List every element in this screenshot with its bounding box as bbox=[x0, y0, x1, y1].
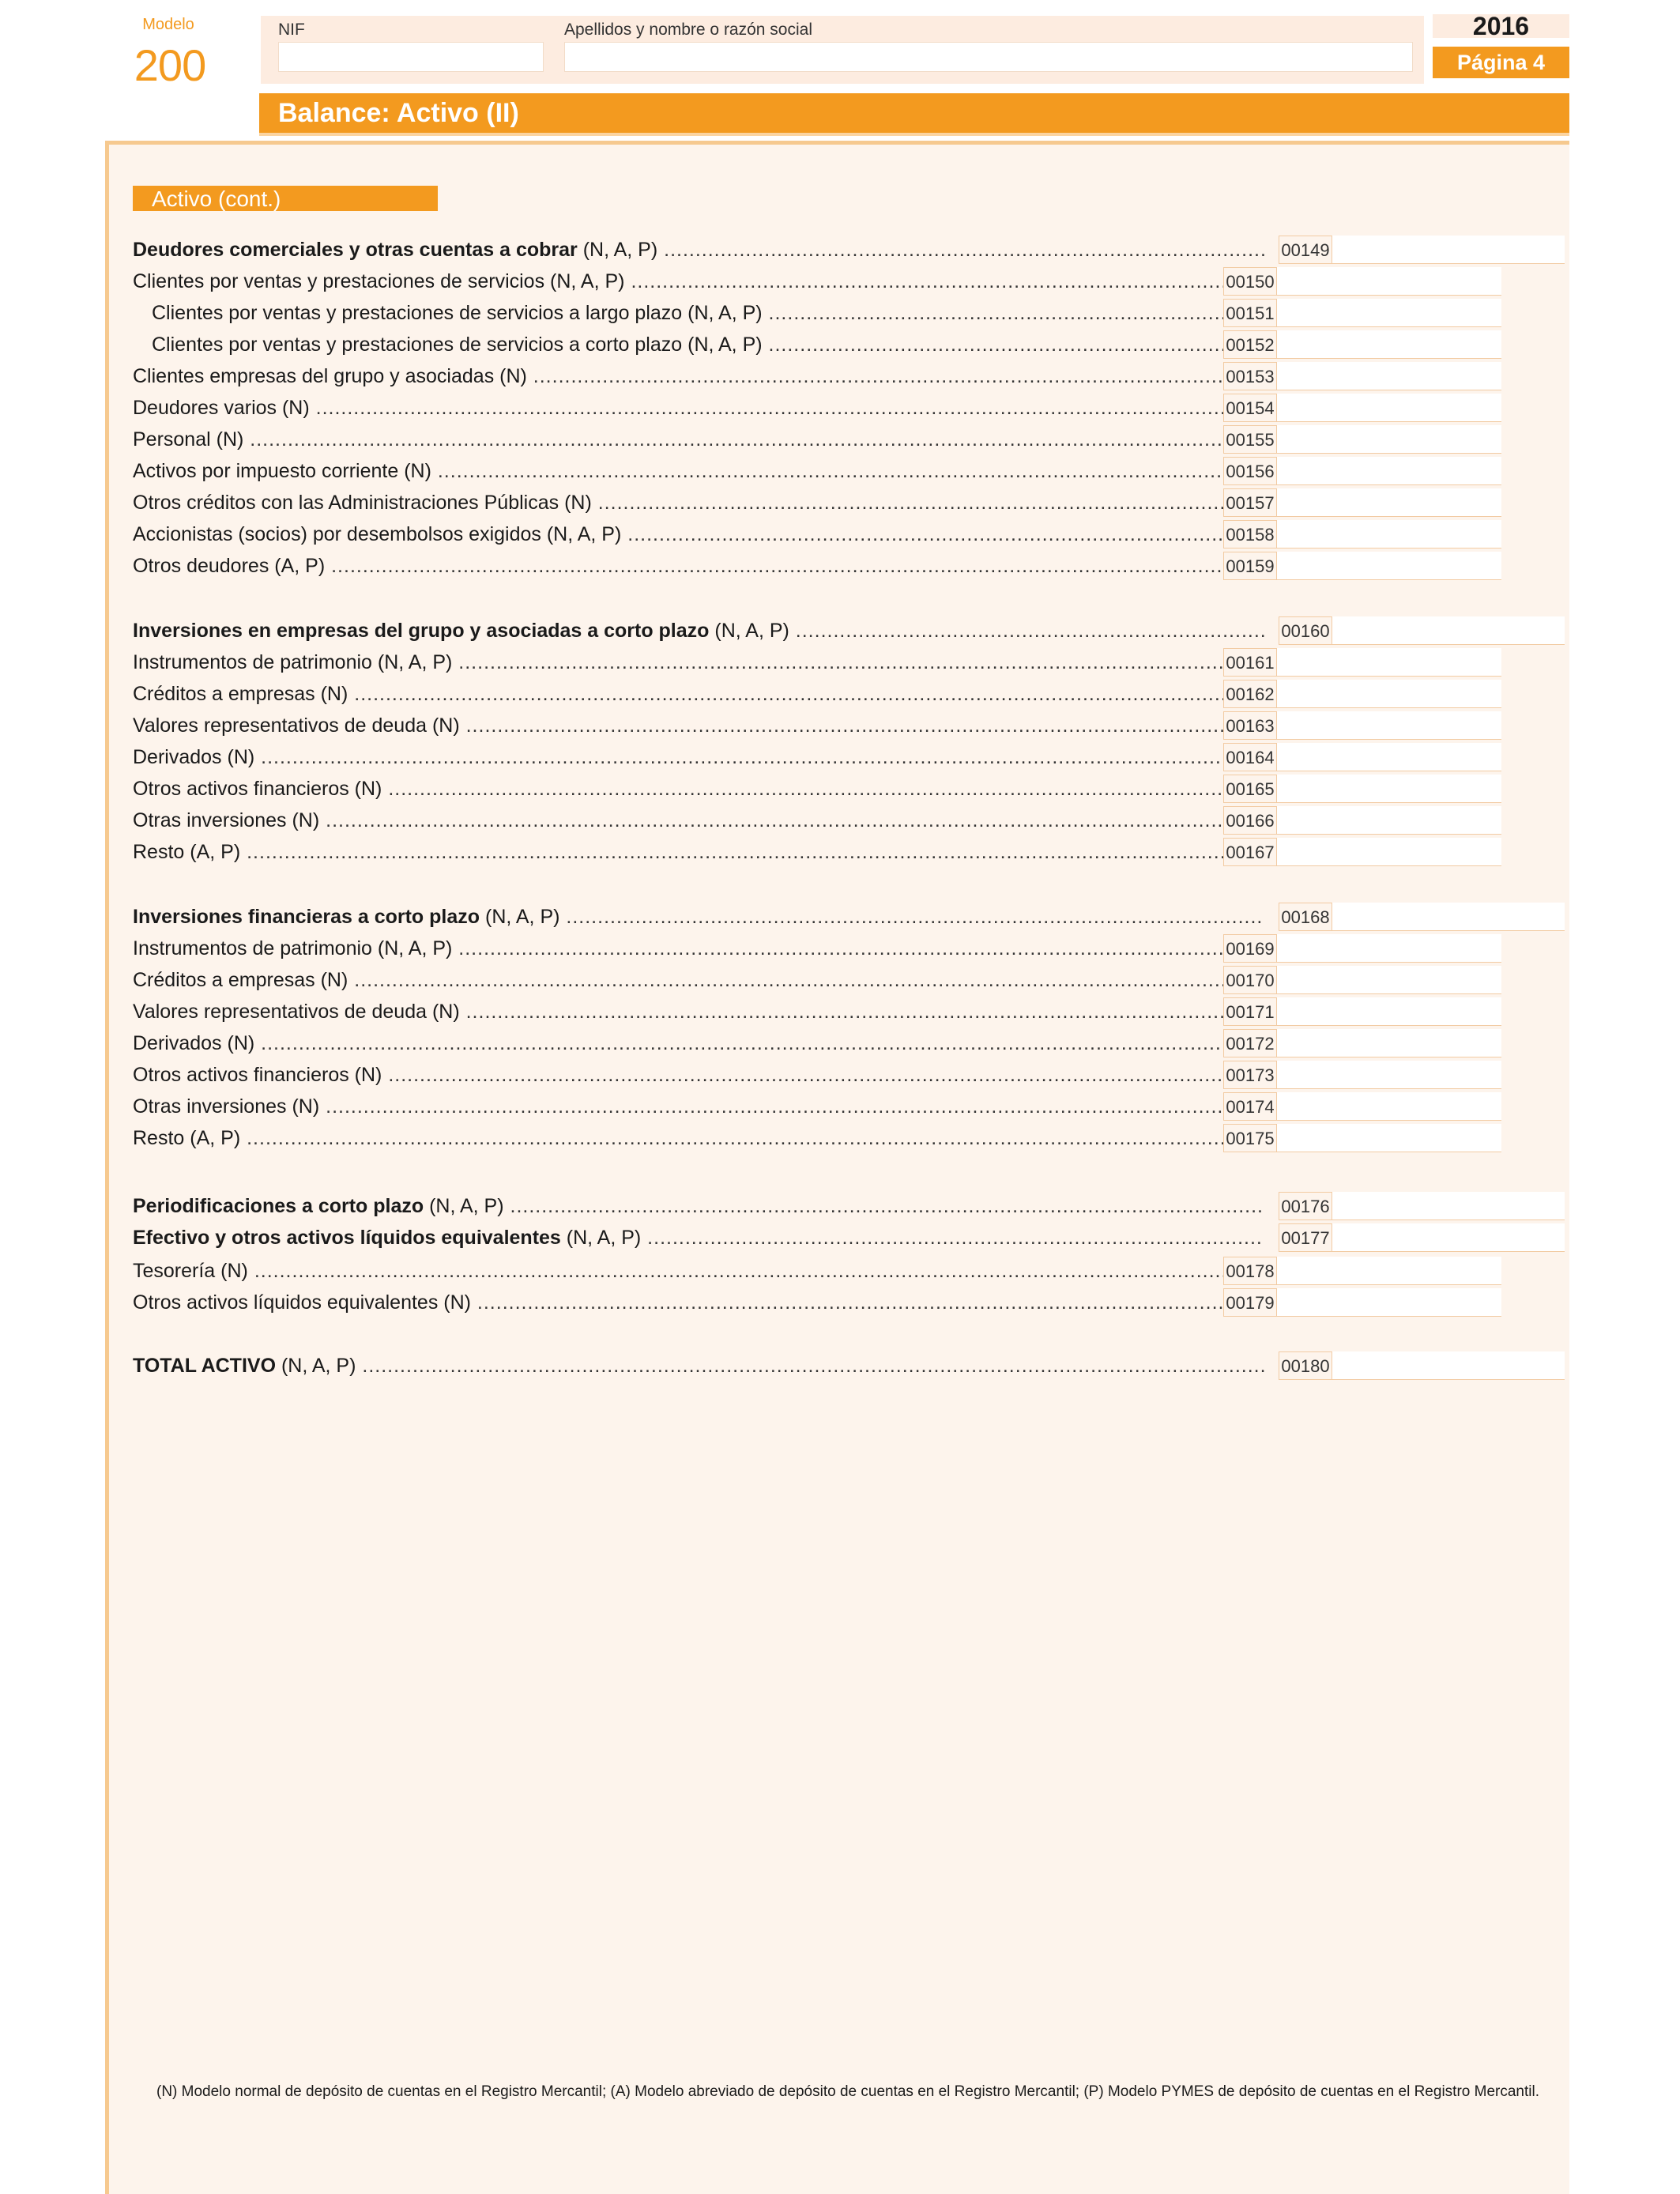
row-label bbox=[133, 775, 1225, 803]
amount-field[interactable] bbox=[1277, 1092, 1501, 1121]
row-label-text: Clientes por ventas y prestaciones de servicios (N, A, P) bbox=[133, 270, 625, 292]
box-code: 00159 bbox=[1223, 552, 1277, 580]
box-code: 00176 bbox=[1279, 1192, 1332, 1220]
row-label-text: Clientes por ventas y prestaciones de servicios a largo plazo (N, A, P) bbox=[152, 302, 763, 324]
year-badge: 2016 bbox=[1433, 14, 1569, 38]
box-code: 00168 bbox=[1279, 903, 1332, 931]
box-code: 00174 bbox=[1223, 1092, 1277, 1121]
row-label bbox=[133, 1351, 1264, 1380]
row-label bbox=[133, 966, 1225, 994]
row-label bbox=[133, 1223, 1264, 1252]
row-label-text: Derivados (N) bbox=[133, 1032, 255, 1054]
box-code: 00157 bbox=[1223, 488, 1277, 517]
page-title: Balance: Activo (II) bbox=[278, 98, 519, 128]
amount-field[interactable] bbox=[1277, 743, 1501, 771]
row-label bbox=[133, 1192, 1264, 1220]
amount-field[interactable] bbox=[1332, 1223, 1565, 1252]
row-label-text: Clientes empresas del grupo y asociadas (N) bbox=[133, 365, 527, 387]
amount-field[interactable] bbox=[1277, 267, 1501, 296]
row-label-text: Otros activos financieros (N) bbox=[133, 778, 382, 800]
box-code: 00163 bbox=[1223, 711, 1277, 740]
row-label-bold: Inversiones financieras a corto plazo bbox=[133, 906, 480, 928]
row-label bbox=[133, 680, 1225, 708]
box-code: 00160 bbox=[1279, 616, 1332, 645]
row-label-text: Clientes por ventas y prestaciones de servicios a corto plazo (N, A, P) bbox=[152, 334, 763, 356]
row-label bbox=[133, 394, 1225, 422]
box-code: 00151 bbox=[1223, 299, 1277, 327]
box-code: 00167 bbox=[1223, 838, 1277, 866]
name-field[interactable] bbox=[564, 42, 1413, 72]
box-code: 00166 bbox=[1223, 806, 1277, 835]
amount-field[interactable] bbox=[1277, 1029, 1501, 1057]
amount-field[interactable] bbox=[1277, 362, 1501, 390]
row-label bbox=[133, 648, 1225, 677]
modelo-number: 200 bbox=[134, 40, 206, 90]
section-tag: Activo (cont.) bbox=[133, 186, 438, 211]
row-label-text: Otras inversiones (N) bbox=[133, 1095, 320, 1118]
name-label: Apellidos y nombre o razón social bbox=[564, 21, 812, 39]
row-label-text: Otros activos líquidos equivalentes (N) bbox=[133, 1291, 471, 1314]
row-label bbox=[133, 552, 1225, 580]
row-label bbox=[133, 806, 1225, 835]
row-label-text: Otros activos financieros (N) bbox=[133, 1064, 382, 1086]
amount-field[interactable] bbox=[1332, 616, 1565, 645]
amount-field[interactable] bbox=[1332, 236, 1565, 264]
amount-field[interactable] bbox=[1277, 425, 1501, 454]
row-label-text: (N, A, P) bbox=[709, 620, 789, 642]
row-label bbox=[152, 330, 1225, 359]
row-label-bold: Deudores comerciales y otras cuentas a cobrar bbox=[133, 239, 578, 261]
row-label bbox=[152, 299, 1225, 327]
row-label-bold: TOTAL ACTIVO bbox=[133, 1355, 277, 1377]
footnote: (N) Modelo normal de depósito de cuentas en el Registro Mercantil; (A) Modelo abreviado de depósito de cuentas en el Registro Mercantil; (P) Modelo PYMES de depósito de cuentas en el Registro Mercantil. bbox=[156, 2083, 1539, 2100]
amount-field[interactable] bbox=[1277, 1061, 1501, 1089]
amount-field[interactable] bbox=[1277, 1288, 1501, 1317]
box-code: 00152 bbox=[1223, 330, 1277, 359]
amount-field[interactable] bbox=[1332, 1351, 1565, 1380]
row-label-text: Valores representativos de deuda (N) bbox=[133, 714, 460, 737]
amount-field[interactable] bbox=[1277, 552, 1501, 580]
row-label bbox=[133, 616, 1264, 645]
row-label-text: Créditos a empresas (N) bbox=[133, 969, 348, 991]
row-label-text: Otros deudores (A, P) bbox=[133, 555, 326, 577]
row-label-text: (N, A, P) bbox=[424, 1195, 504, 1217]
box-code: 00154 bbox=[1223, 394, 1277, 422]
row-label bbox=[133, 743, 1225, 771]
box-code: 00149 bbox=[1279, 236, 1332, 264]
amount-field[interactable] bbox=[1277, 806, 1501, 835]
amount-field[interactable] bbox=[1277, 711, 1501, 740]
row-label-text: Valores representativos de deuda (N) bbox=[133, 1001, 460, 1023]
box-code: 00175 bbox=[1223, 1124, 1277, 1152]
amount-field[interactable] bbox=[1277, 299, 1501, 327]
amount-field[interactable] bbox=[1277, 488, 1501, 517]
box-code: 00169 bbox=[1223, 934, 1277, 963]
row-label bbox=[133, 457, 1225, 485]
box-code: 00171 bbox=[1223, 997, 1277, 1026]
amount-field[interactable] bbox=[1277, 966, 1501, 994]
row-label-text: Instrumentos de patrimonio (N, A, P) bbox=[133, 937, 453, 959]
row-label-text: Deudores varios (N) bbox=[133, 397, 310, 419]
amount-field[interactable] bbox=[1277, 997, 1501, 1026]
box-code: 00177 bbox=[1279, 1223, 1332, 1252]
nif-label: NIF bbox=[278, 21, 305, 39]
row-label bbox=[133, 488, 1225, 517]
row-label-text: Créditos a empresas (N) bbox=[133, 683, 348, 705]
row-label-text: Resto (A, P) bbox=[133, 841, 241, 863]
box-code: 00178 bbox=[1223, 1257, 1277, 1285]
row-label-bold: Periodificaciones a corto plazo bbox=[133, 1195, 424, 1217]
nif-field[interactable] bbox=[278, 42, 544, 72]
amount-field[interactable] bbox=[1277, 330, 1501, 359]
row-label-text: (N, A, P) bbox=[276, 1355, 356, 1377]
amount-field[interactable] bbox=[1277, 934, 1501, 963]
amount-field[interactable] bbox=[1277, 394, 1501, 422]
row-label-text: Activos por impuesto corriente (N) bbox=[133, 460, 431, 482]
row-label-text: Otros créditos con las Administraciones Públicas (N) bbox=[133, 492, 592, 514]
row-label bbox=[133, 1257, 1225, 1285]
row-label-text: Resto (A, P) bbox=[133, 1127, 241, 1149]
row-label bbox=[133, 1061, 1225, 1089]
row-label bbox=[133, 1124, 1225, 1152]
amount-field[interactable] bbox=[1277, 775, 1501, 803]
modelo-label: Modelo bbox=[142, 16, 194, 33]
row-label-bold: Efectivo y otros activos líquidos equivalentes bbox=[133, 1227, 561, 1249]
amount-field[interactable] bbox=[1332, 1192, 1565, 1220]
row-label-text: (N, A, P) bbox=[577, 239, 658, 261]
box-code: 00156 bbox=[1223, 457, 1277, 485]
row-label bbox=[133, 236, 1264, 264]
row-label-text: Otras inversiones (N) bbox=[133, 809, 320, 831]
amount-field[interactable] bbox=[1277, 1257, 1501, 1285]
row-label bbox=[133, 362, 1225, 390]
row-label bbox=[133, 711, 1225, 740]
amount-field[interactable] bbox=[1332, 903, 1565, 931]
amount-field[interactable] bbox=[1277, 1124, 1501, 1152]
row-label bbox=[133, 838, 1225, 866]
row-label bbox=[133, 934, 1225, 963]
row-label bbox=[133, 1288, 1225, 1317]
amount-field[interactable] bbox=[1277, 520, 1501, 548]
amount-field[interactable] bbox=[1277, 680, 1501, 708]
row-label bbox=[133, 997, 1225, 1026]
amount-field[interactable] bbox=[1277, 838, 1501, 866]
row-label-text: (N, A, P) bbox=[480, 906, 560, 928]
box-code: 00155 bbox=[1223, 425, 1277, 454]
page-badge: Página 4 bbox=[1433, 47, 1569, 78]
box-code: 00164 bbox=[1223, 743, 1277, 771]
row-label-bold: Inversiones en empresas del grupo y asociadas a corto plazo bbox=[133, 620, 710, 642]
box-code: 00173 bbox=[1223, 1061, 1277, 1089]
box-code: 00179 bbox=[1223, 1288, 1277, 1317]
box-code: 00172 bbox=[1223, 1029, 1277, 1057]
box-code: 00165 bbox=[1223, 775, 1277, 803]
box-code: 00161 bbox=[1223, 648, 1277, 677]
row-label-text: Tesorería (N) bbox=[133, 1260, 248, 1282]
box-code: 00153 bbox=[1223, 362, 1277, 390]
row-label bbox=[133, 267, 1225, 296]
box-code: 00170 bbox=[1223, 966, 1277, 994]
row-label bbox=[133, 903, 1264, 931]
row-label bbox=[133, 1092, 1225, 1121]
row-label-text: Personal (N) bbox=[133, 428, 244, 450]
title-underline bbox=[259, 133, 1569, 136]
box-code: 00150 bbox=[1223, 267, 1277, 296]
row-label-text: Derivados (N) bbox=[133, 746, 255, 768]
box-code: 00158 bbox=[1223, 520, 1277, 548]
amount-field[interactable] bbox=[1277, 457, 1501, 485]
amount-field[interactable] bbox=[1277, 648, 1501, 677]
row-label bbox=[133, 1029, 1225, 1057]
box-code: 00162 bbox=[1223, 680, 1277, 708]
row-label-text: Accionistas (socios) por desembolsos exigidos (N, A, P) bbox=[133, 523, 622, 545]
row-label bbox=[133, 425, 1225, 454]
row-label bbox=[133, 520, 1225, 548]
row-label-text: Instrumentos de patrimonio (N, A, P) bbox=[133, 651, 453, 673]
row-label-text: (N, A, P) bbox=[560, 1227, 642, 1249]
box-code: 00180 bbox=[1279, 1351, 1332, 1380]
